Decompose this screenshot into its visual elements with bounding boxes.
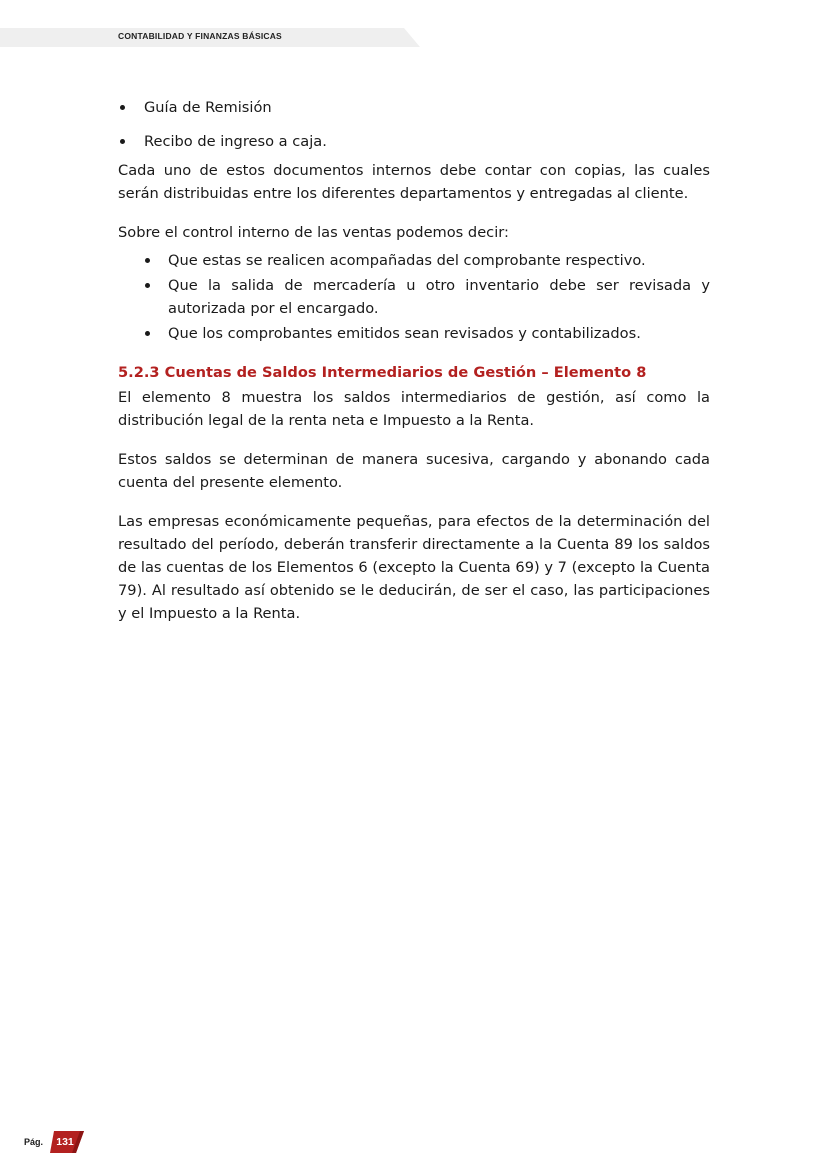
- list-item: Que la salida de mercadería u otro inventario debe ser revisada y autorizada por el encargado.: [118, 274, 710, 320]
- page-footer: [24, 1131, 84, 1153]
- page-body: [118, 96, 710, 625]
- section-paragraph: Las empresas económicamente pequeñas, para efectos de la determinación del resultado del período, deberán transferir directamente a la Cuenta 89 los saldos de las cuentas de los Elementos 6 (excepto la Cuenta 69) y 7 (excepto la Cuenta 79). Al resultado así obtenido se le deducirán, de ser el caso, las participaciones y el Impuesto a la Renta.: [118, 513, 710, 622]
- list-item: Que estas se realicen acompañadas del comprobante respectivo.: [118, 249, 710, 272]
- paragraph-copies: Cada uno de estos documentos internos debe contar con copias, las cuales serán distribuidas entre los diferentes departamentos y entregadas al cliente.: [118, 162, 710, 202]
- section-paragraph: El elemento 8 muestra los saldos intermediarios de gestión, así como la distribución legal de la renta neta e Impuesto a la Renta.: [118, 389, 710, 429]
- section-paragraph: Estos saldos se determinan de manera sucesiva, cargando y abonando cada cuenta del presente elemento.: [118, 451, 710, 491]
- intro-bullet-list: [118, 96, 710, 153]
- control-bullet-list: [118, 249, 710, 345]
- paragraph-control: Sobre el control interno de las ventas podemos decir:: [118, 224, 509, 241]
- list-item: Recibo de ingreso a caja.: [118, 130, 710, 153]
- running-header-title: CONTABILIDAD Y FINANZAS BÁSICAS: [118, 31, 282, 41]
- page-label: Pág.: [24, 1137, 44, 1147]
- page-number: 131: [56, 1136, 74, 1148]
- section-heading: 5.2.3 Cuentas de Saldos Intermediarios de Gestión – Elemento 8: [118, 364, 647, 381]
- list-item: Guía de Remisión: [118, 96, 710, 119]
- list-item: Que los comprobantes emitidos sean revisados y contabilizados.: [118, 322, 710, 345]
- page-number-badge: [50, 1131, 84, 1153]
